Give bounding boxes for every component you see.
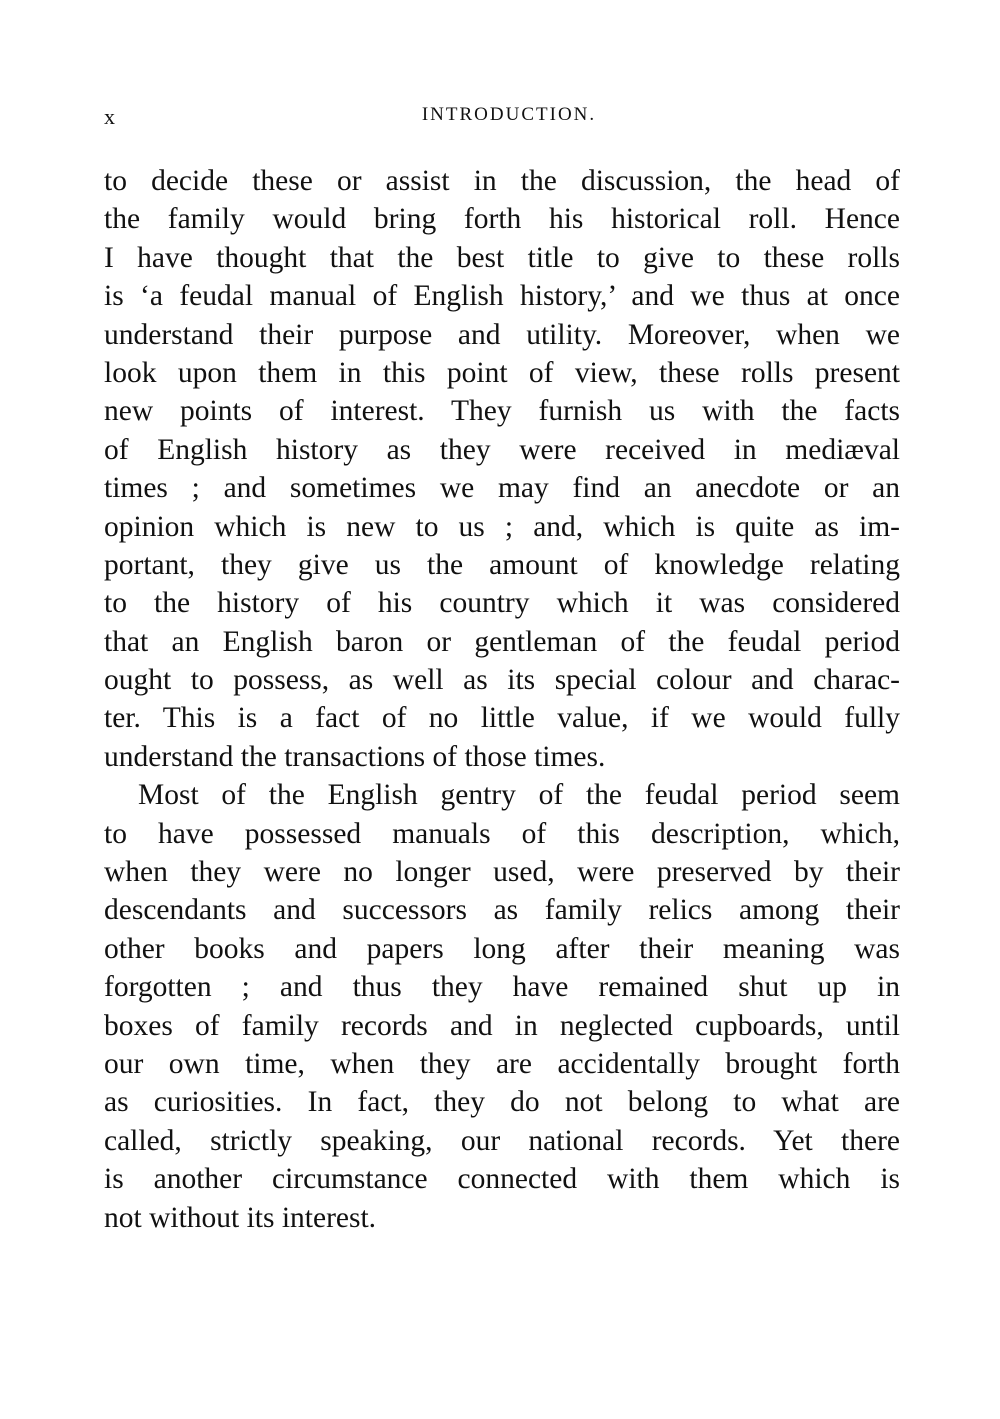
text-line: to the history of his country which it was considered — [104, 587, 900, 620]
text-line: ter. This is a fact of no little value, if we would fully — [104, 702, 900, 735]
text-line: is ‘a feudal manual of English history,’ and we thus at once — [104, 280, 900, 313]
text-line: of English history as they were received in mediæval — [104, 433, 900, 466]
running-head-title: INTRODUCTION. — [421, 104, 597, 125]
text-line: is another circumstance connected with them which is — [104, 1163, 900, 1196]
text-line: understand the transactions of those times. — [104, 740, 606, 773]
text-line: descendants and successors as family relics among their — [104, 894, 900, 927]
text-line: when they were no longer used, were preserved by their — [104, 856, 900, 889]
text-line: to have possessed manuals of this description, which, — [104, 817, 900, 850]
body-text — [104, 162, 900, 1237]
paragraph-2 — [104, 776, 900, 1237]
text-line: portant, they give us the amount of knowledge relating — [104, 548, 900, 581]
paragraph-1 — [104, 162, 900, 776]
text-line: understand their purpose and utility. Moreover, when we — [104, 318, 900, 351]
text-line: ought to possess, as well as its special colour and charac- — [104, 664, 900, 697]
text-line: forgotten ; and thus they have remained shut up in — [104, 971, 900, 1004]
text-line: the family would bring forth his historical roll. Hence — [104, 203, 900, 236]
text-line: as curiosities. In fact, they do not belong to what are — [104, 1086, 900, 1119]
text-line: Most of the English gentry of the feudal period seem — [138, 779, 900, 812]
text-line: other books and papers long after their meaning was — [104, 932, 900, 965]
text-line: look upon them in this point of view, these rolls present — [104, 356, 900, 389]
text-line: our own time, when they are accidentally brought forth — [104, 1047, 900, 1080]
text-line: boxes of family records and in neglected cupboards, until — [104, 1009, 900, 1042]
text-line: new points of interest. They furnish us with the facts — [104, 395, 900, 428]
text-line: called, strictly speaking, our national records. Yet there — [104, 1124, 900, 1157]
running-head — [104, 104, 898, 134]
page-number: x — [104, 104, 116, 129]
text-line: that an English baron or gentleman of the feudal period — [104, 625, 900, 658]
text-line: opinion which is new to us ; and, which is quite as im- — [104, 510, 900, 543]
text-line: not without its interest. — [104, 1201, 377, 1234]
text-line: times ; and sometimes we may find an anecdote or an — [104, 472, 900, 505]
text-line: to decide these or assist in the discussion, the head of — [104, 165, 900, 197]
text-line: I have thought that the best title to give to these rolls — [104, 241, 900, 274]
